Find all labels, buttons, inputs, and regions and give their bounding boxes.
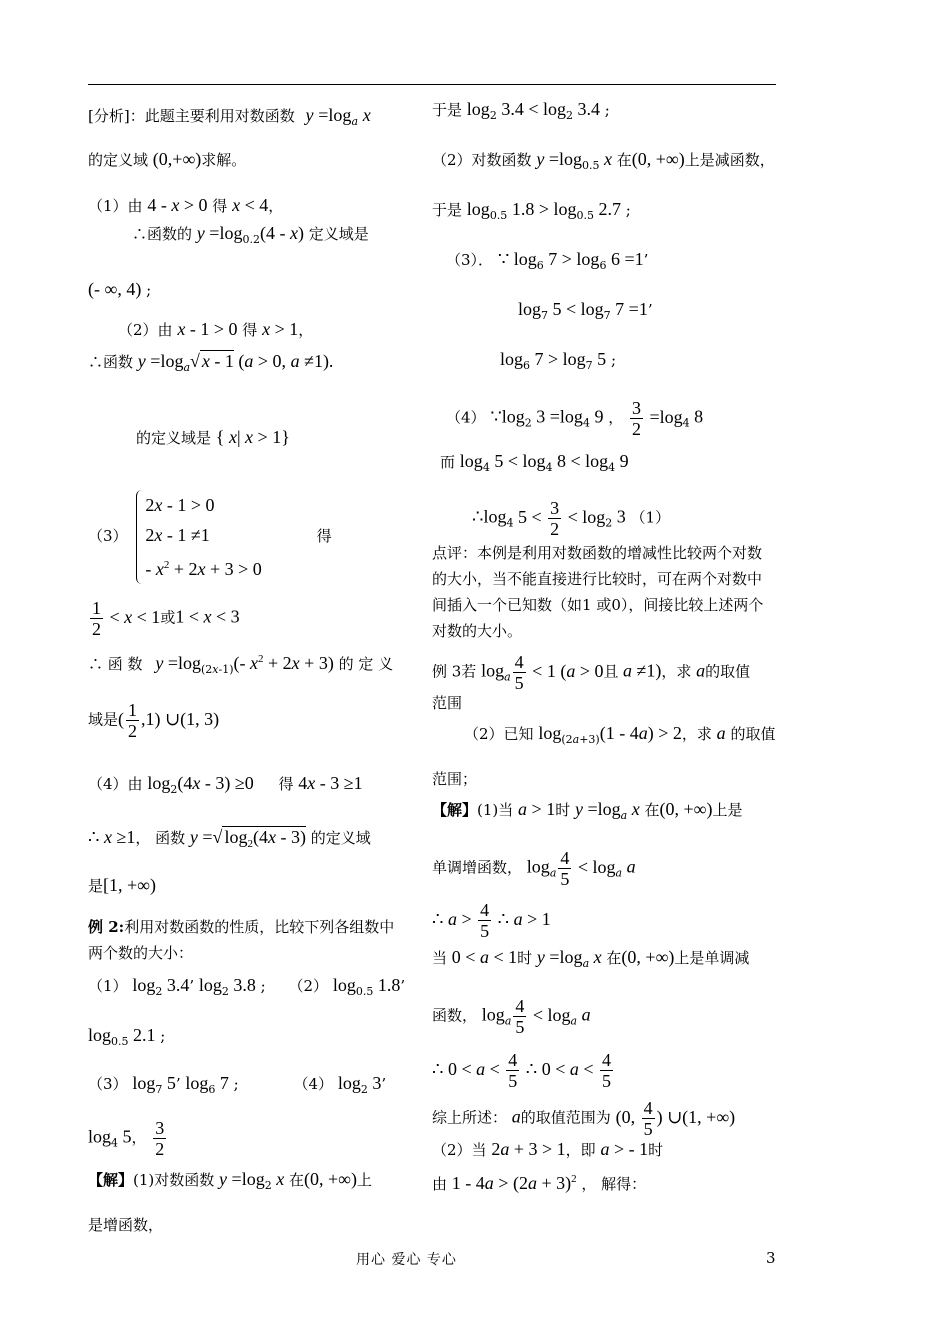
header-rule [88, 84, 776, 85]
r-line-7: （4） $\because\log_2$ $3 =\log_4$ 9 ， $\frac{3}{2}$ $=\log_4$ 8 [446, 398, 704, 439]
ex3-sol-6: ∴ 0 < a < $\frac{4}{5}$ ∴ 0 < a < $\frac{4}{5}$ [432, 1050, 612, 1091]
step2-func-line: ∴函数 $y =\log_a√$ x - 1 (a > 0, a ≠1). [88, 351, 334, 374]
r-line-2: （2）对数函数 $y =\log_{0.5}$ x 在(0, +∞)上是减函数， [432, 149, 775, 172]
ex2-item3-4: （3） $\log_7 5$’ $\log_6 7$ ; （4） $\log_2 3$’ [88, 1073, 387, 1096]
step2-line: （2）由 x - 1 > 0 得 x > 1， [118, 319, 314, 339]
step3-result: 域是( $\frac{1}{2}$ ,1) ∪(1, 3) [88, 700, 220, 741]
domain-line: 的定义域 (0,+∞)求解。 [88, 149, 247, 169]
comment-paragraph: 点评：本例是利用对数函数的增减性比较两个对数的大小，当不能直接进行比较时，可在两个对数中间插入一个已知数（如1 或0），间接比较上述两个对数的大小。 [432, 544, 764, 640]
r-line-8: 而 $\log_4 5 < \log_4 8 < \log_4 9$ [440, 451, 629, 474]
ex3-sol-4: 当 0 < a < 1时 $y =\log_a$ x 在(0, +∞)上是单调减 [432, 947, 750, 970]
range-label: 范围 [432, 694, 463, 712]
range-label-2: 范围； [432, 770, 478, 788]
step3-solution: $\frac{1}{2}$ < x < 1或1 < x < 3 [92, 598, 240, 639]
step1-line: （1）由 4 - x > 0 得 x < 4， [88, 195, 284, 215]
ex3-sol-1: 【解】(1)当 a > 1时 $y =\log_a$ x 在(0, +∞)上是 [432, 799, 743, 822]
r-line-3: 于是 $\log_{0.5} 1.8 > \log_{0.5} 2.7$ ; [432, 199, 631, 222]
r-line-6: $\log_6 7 > \log_7 5$ ; [500, 349, 616, 372]
footer-motto: 用心 爱心 专心 [356, 1252, 457, 1268]
example3-q2: （2）已知 $\log_{(2a+3)}(1 - 4a) > 2$，求 a 的取值 [464, 723, 776, 746]
step4-func-line: ∴ x ≥1， 函数 y =√ $\log_2(4x - 3)$ 的定义域 [88, 827, 371, 850]
ex3-sol-2: 单调增函数， $\log_a$ $\frac{4}{5}$ < $\log_a a$ [432, 848, 636, 889]
ex2-solution-1b: 是增函数， [88, 1216, 164, 1234]
ex3-summary: 综上所述： a的取值范围为 (0, $\frac{4}{5}$ ) ∪(1, +∞) [432, 1098, 736, 1139]
r-line-4: （3）． ∵ $\log_6 7 > \log_6 6 =1$’ [446, 249, 649, 272]
step4-line: （4）由 $\log_2(4x - 3) \ge 0$ 得 4x - 3 ≥1 [88, 773, 363, 796]
ex2-item2b: $\log_{0.5} 2.1$ ; [88, 1025, 166, 1048]
step1-result: (- ∞, 4) ; [88, 279, 152, 299]
ex2-item1-2: （1） $\log_2 3.4$’ $\log_2 3.8$ ; （2） $\log_{0.5} 1.8$’ [88, 975, 406, 998]
ex3-sol-5: 函数， $\log_a$ $\frac{4}{5}$ < $\log_a a$ [432, 996, 591, 1037]
ex3-q2-sol-2: 由 $1 - 4a > (2a + 3)^2$ ， 解得： [432, 1173, 647, 1193]
step1-func-line: ∴函数的 $y =\log_{0.2}(4 - x)$ 定义域是 [132, 223, 369, 246]
r-line-1: 于是 $\log_2 3.4 < \log_2 3.4$ ; [432, 99, 610, 122]
ex3-q2-sol-1: （2）当 2a + 3 > 1，即 a > - 1时 [432, 1139, 664, 1159]
ex2-solution-1: 【解】(1)对数函数 $y =\log_2$ x 在(0, +∞)上 [88, 1169, 372, 1192]
page-number: 3 [766, 1249, 776, 1267]
step2-result: 的定义域是 { x| x > 1} [136, 427, 290, 447]
r-line-5: $\log_7 5 < \log_7 7 =1$’ [518, 299, 653, 322]
analysis-line: [分析]：此题主要利用对数函数 $y =\log_a$ x [88, 105, 371, 128]
step4-result: 是[1, +∞) [88, 875, 156, 895]
example2-heading: 例 2:利用对数函数的性质，比较下列各组数中两个数的大小： [88, 918, 395, 962]
ex3-sol-3: ∴ a > $\frac{4}{5}$ ∴ a > 1 [432, 900, 551, 941]
step3-func-line: ∴ 函 数 $y =\log_{(2x-1)}(-$ $x^2 + 2x + 3$) 的 定 义 [88, 653, 394, 676]
example3-line: 例 3若 $\log_a$ $\frac{4}{5}$ < 1 (a > 0且 a ≠1)，求 a的取值 [432, 652, 751, 693]
step3-system: （3） 2x - 1 > 0 2x - 1 ≠1 - $x^2 + 2x + 3 > 0$ 得 [88, 490, 332, 584]
ex2-item4b: $\log_4 5$， $\frac{3}{2}$ [88, 1118, 165, 1159]
r-line-9: $\therefore\log_4$ 5 < $\frac{3}{2}$ < $\log_2 3$ （1） [472, 498, 671, 539]
